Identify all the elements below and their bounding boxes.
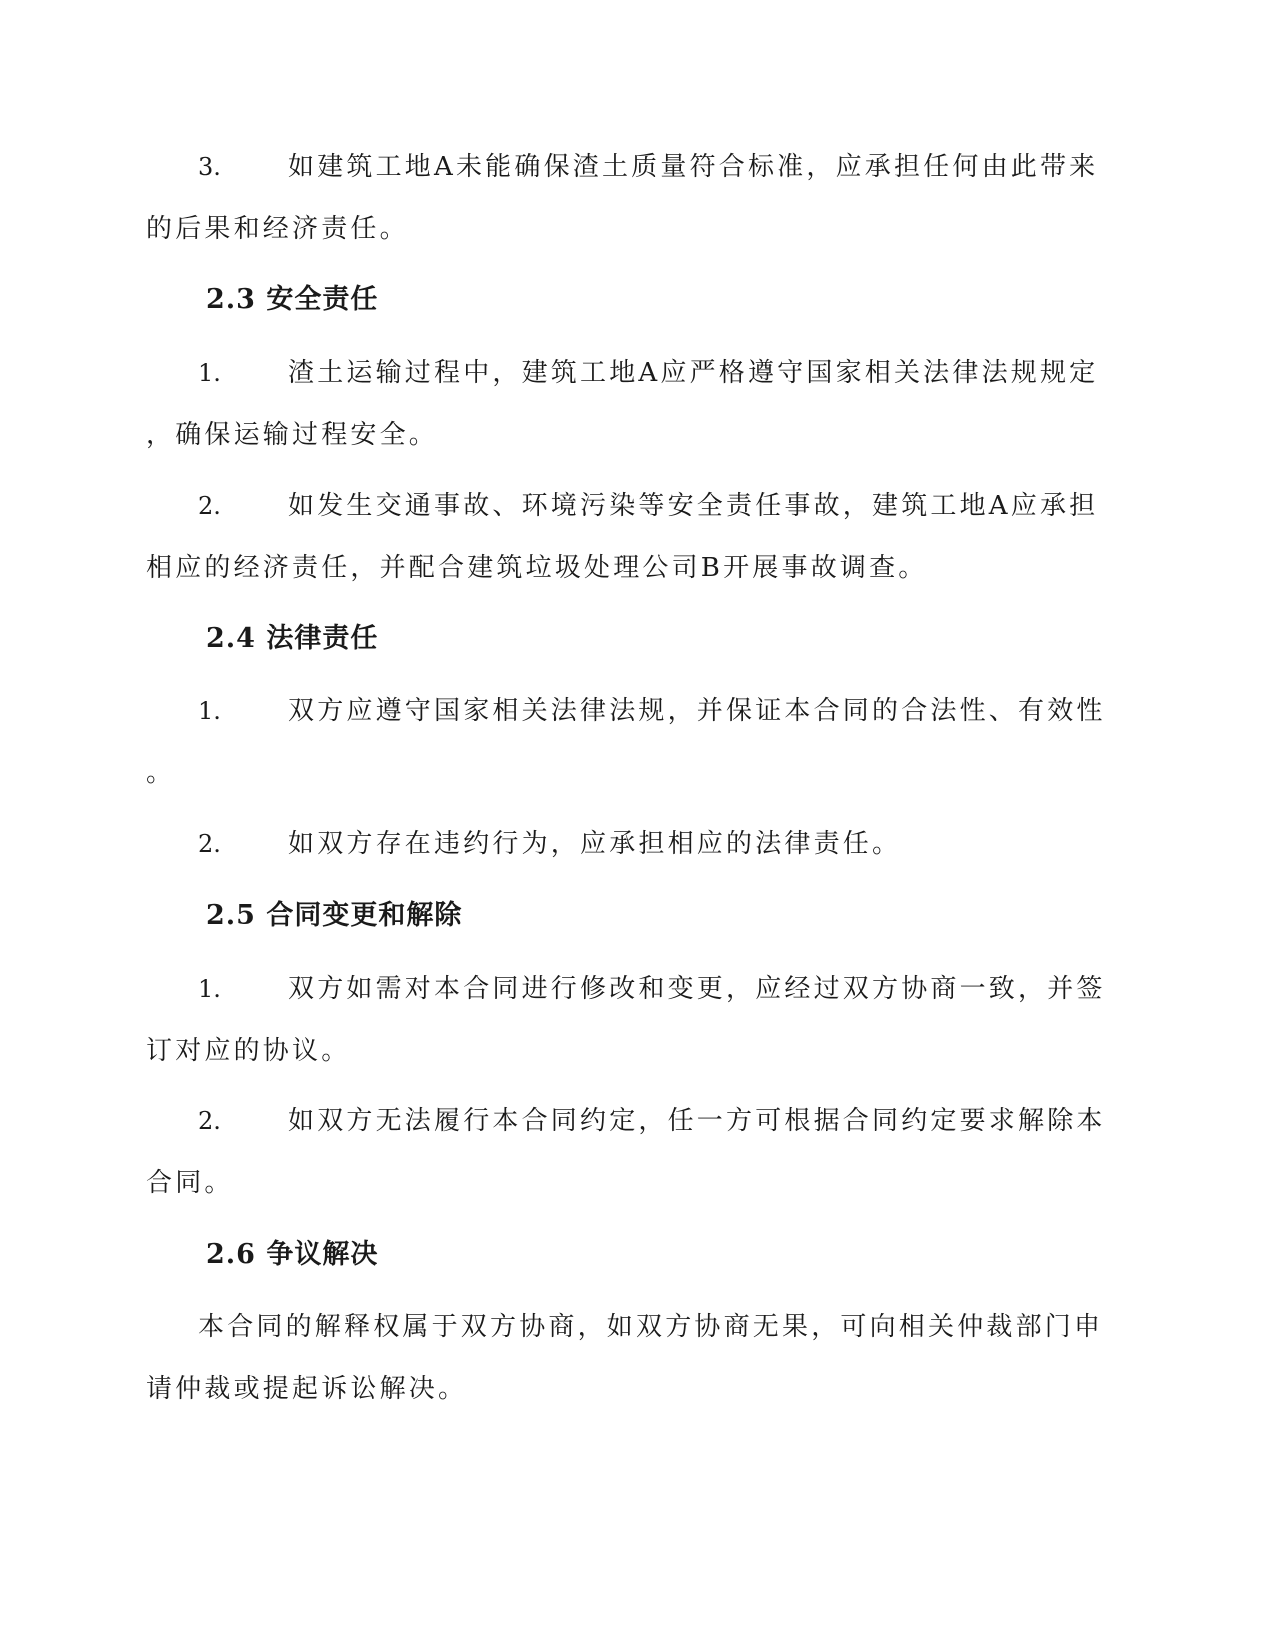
section-heading: 2.5 合同变更和解除 [206,900,463,931]
list-item-text-continuation: 的后果和经济责任。 [146,214,409,244]
list-item-text: 如发生交通事故、环境污染等安全责任事故，建筑工地A应承担 [288,491,1099,521]
list-item-text-continuation: 。 [146,758,176,788]
list-item-text-continuation: 相应的经济责任，并配合建筑垃圾处理公司B开展事故调查。 [146,553,928,583]
list-item-text: 如双方存在违约行为，应承担相应的法律责任。 [288,829,902,859]
list-item-text: 双方如需对本合同进行修改和变更，应经过双方协商一致，并签 [288,974,1106,1004]
list-item-text: 如建筑工地A未能确保渣土质量符合标准，应承担任何由此带来 [288,152,1099,182]
list-number: 2. [198,492,221,520]
section-heading: 2.4 法律责任 [206,623,379,654]
list-item-text-continuation: 订对应的协议。 [146,1036,351,1066]
list-number: 3. [198,153,221,181]
list-item-text: 如双方无法履行本合同约定，任一方可根据合同约定要求解除本 [288,1106,1106,1136]
list-number: 1. [198,697,221,725]
list-number: 1. [198,975,221,1003]
paragraph-text-continuation: 请仲裁或提起诉讼解决。 [146,1374,468,1404]
list-item-text: 渣土运输过程中，建筑工地A应严格遵守国家相关法律法规规定 [288,358,1099,388]
paragraph-text: 本合同的解释权属于双方协商，如双方协商无果，可向相关仲裁部门申 [198,1312,1104,1342]
list-number: 2. [198,830,221,858]
list-item-text: 双方应遵守国家相关法律法规，并保证本合同的合法性、有效性 [288,696,1106,726]
list-item-text-continuation: ，确保运输过程安全。 [146,420,439,450]
list-number: 1. [198,359,221,387]
section-heading: 2.3 安全责任 [206,284,379,315]
list-number: 2. [198,1107,221,1135]
list-item-text-continuation: 合同。 [146,1168,234,1198]
section-heading: 2.6 争议解决 [206,1239,379,1270]
